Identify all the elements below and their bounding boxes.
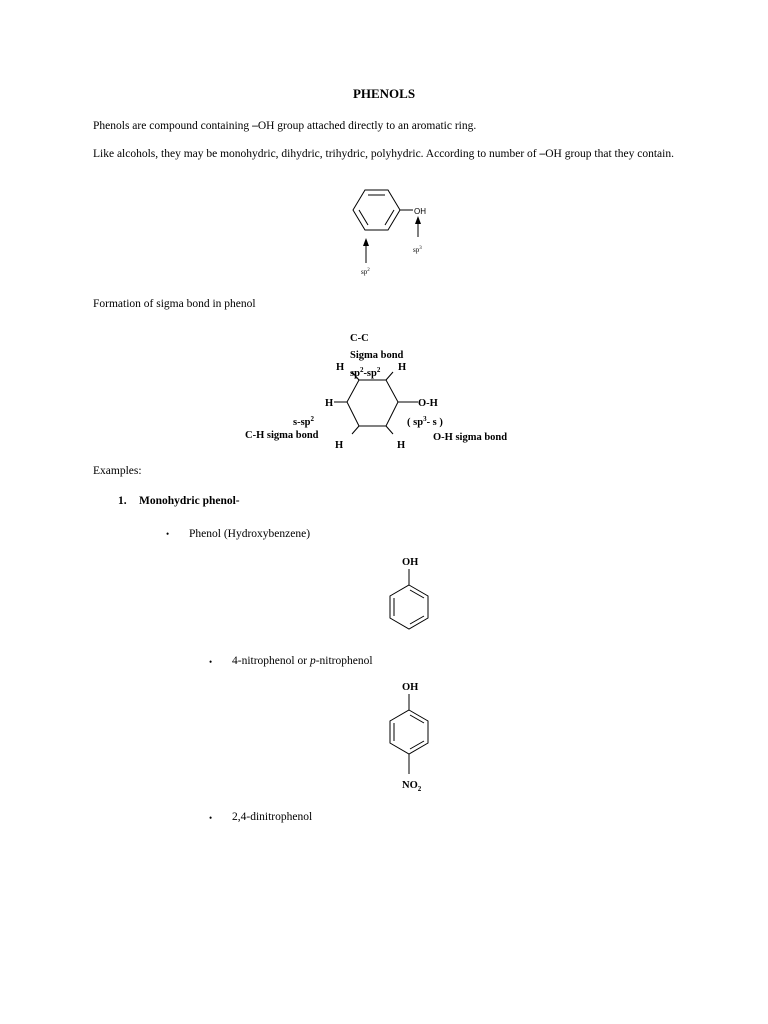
- nitrophenol-ring: [390, 710, 428, 754]
- s-sp2-label: $s-sp^2$: [293, 415, 315, 428]
- ch-sigma-label: C-H sigma bond: [245, 430, 319, 441]
- page-title: PHENOLS: [352, 86, 416, 101]
- intro-text-pre: Phenols are compound containing: [93, 120, 253, 132]
- benzene-ring: [353, 190, 400, 230]
- bullet-3: •: [209, 813, 213, 823]
- intro-paragraph: [93, 119, 683, 134]
- nitrophenol-oh-label: OH: [402, 682, 419, 693]
- sigma-bond-diagram: [240, 330, 540, 455]
- fig1-oh-label: OH: [414, 207, 426, 216]
- examples-label: Examples:: [93, 465, 142, 477]
- sigma-bond-label: Sigma bond: [350, 350, 404, 361]
- intro-dash: –: [252, 120, 258, 132]
- intro-text-post: OH group attached directly to an aromatic ring.: [257, 120, 477, 132]
- fig1-sp3-label: $sp^3$: [413, 246, 422, 254]
- item-4-nitrophenol: 4-nitrophenol or p-nitrophenol: [232, 655, 373, 667]
- sp2-sp2-label: $sp^2-sp^2$: [350, 366, 381, 379]
- bullet-1: •: [166, 529, 170, 539]
- h-top-right: H: [398, 362, 407, 373]
- phenol-structure: [380, 555, 440, 635]
- h-left: H: [325, 398, 334, 409]
- phenol-ring: [390, 585, 428, 629]
- phenol-oh-label: OH: [402, 557, 419, 568]
- nitrophenol-structure: [380, 680, 440, 795]
- oh-sigma-label: O-H sigma bond: [433, 432, 508, 443]
- nitro-group-label: $NO_2$: [402, 780, 422, 793]
- cc-label: C-C: [350, 333, 369, 344]
- phenol-hybridization-diagram: [330, 185, 450, 285]
- item-2-4-dinitrophenol: 2,4-dinitrophenol: [232, 811, 313, 823]
- oh-bond-label: O-H: [418, 398, 438, 409]
- section-1-heading: Monohydric phenol-: [139, 495, 240, 507]
- h-bottom-right: H: [397, 440, 406, 451]
- sp3-s-label: ( $sp^3-$ s ): [407, 415, 443, 428]
- classification-dash: –: [539, 148, 546, 160]
- classification-paragraph: [93, 147, 683, 162]
- classification-text-post: OH group that they contain.: [545, 148, 674, 160]
- h-bottom-left: H: [335, 440, 344, 451]
- classification-text-pre: Like alcohols, they may be monohydric, dihydric, trihydric, polyhydric. According to number of: [93, 148, 540, 160]
- section-1-number: 1.: [118, 495, 127, 507]
- fig1-sp2-label: $sp^2$: [361, 268, 370, 276]
- cyclohexane-ring: [347, 380, 398, 426]
- bullet-2: •: [209, 657, 213, 667]
- h-top-left: H: [336, 362, 345, 373]
- item-phenol: Phenol (Hydroxybenzene): [189, 528, 311, 540]
- formation-caption: Formation of sigma bond in phenol: [93, 298, 256, 310]
